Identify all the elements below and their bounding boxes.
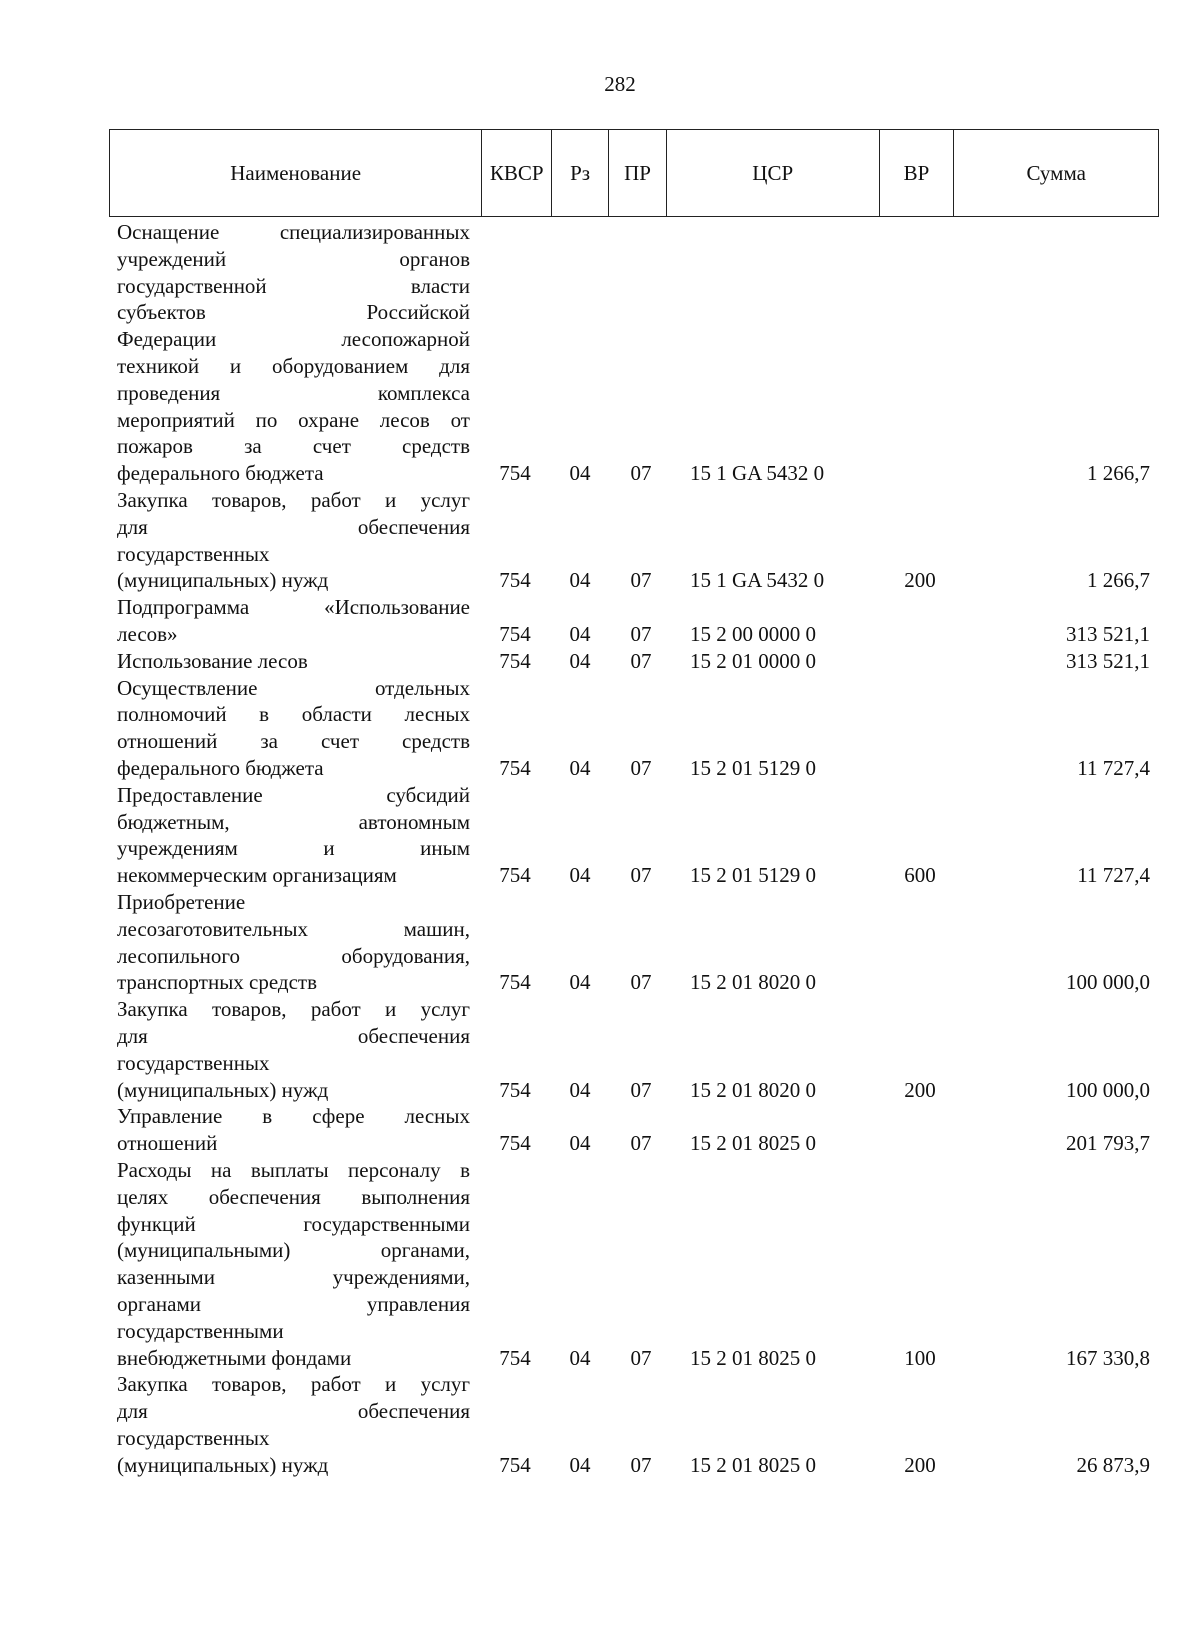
cell-sum: 313 521,1 [1066, 648, 1150, 673]
row-name-line: Подпрограмма «Использование [117, 595, 470, 620]
cell-rz: 04 [569, 970, 591, 995]
row-name-line: проведения комплекса [117, 380, 470, 405]
table-row [0, 996, 1200, 1103]
row-name-line: лесов» [117, 621, 178, 646]
row-name-line: Приобретение [117, 889, 246, 914]
row-name [117, 996, 470, 1103]
table-row [0, 487, 1200, 594]
row-name [117, 1103, 470, 1157]
row-name-line: некоммерческим организациям [117, 863, 397, 888]
table-row [0, 1371, 1200, 1478]
cell-sum: 100 000,0 [1066, 1077, 1150, 1102]
page-number: 282 [604, 72, 636, 96]
row-name-line: Использование лесов [117, 648, 308, 673]
row-name-line: (муниципальных) нужд [117, 1452, 329, 1477]
cell-csr: 15 1 GA 5432 0 [690, 461, 825, 486]
cell-csr: 15 1 GA 5432 0 [690, 568, 825, 593]
cell-csr: 15 2 01 8025 0 [690, 1131, 816, 1156]
row-name-line: Расходы на выплаты персоналу в [117, 1157, 470, 1182]
row-name [117, 648, 470, 675]
row-name-line: техникой и оборудованием для [117, 353, 470, 378]
cell-vr: 200 [904, 1077, 936, 1102]
row-name-line: Федерации лесопожарной [117, 327, 470, 352]
cell-pr: 07 [630, 568, 652, 593]
row-name [117, 1157, 470, 1371]
row-name-line: (муниципальных) нужд [117, 1077, 329, 1102]
cell-pr: 07 [630, 1345, 652, 1370]
cell-kvsr: 754 [499, 648, 531, 673]
cell-sum: 1 266,7 [1087, 461, 1150, 486]
cell-csr: 15 2 01 8025 0 [690, 1452, 816, 1477]
cell-pr: 07 [630, 461, 652, 486]
cell-kvsr: 754 [499, 1452, 531, 1477]
table-row [0, 594, 1200, 648]
cell-csr: 15 2 01 8020 0 [690, 970, 816, 995]
cell-pr: 07 [630, 648, 652, 673]
cell-vr: 200 [904, 1452, 936, 1477]
cell-sum: 11 727,4 [1077, 755, 1150, 780]
row-name-line: Закупка товаров, работ и услуг [117, 488, 470, 512]
cell-kvsr: 754 [499, 568, 531, 593]
row-name-line: органами управления [117, 1291, 470, 1316]
row-name [117, 219, 470, 487]
row-name-line: целях обеспечения выполнения [117, 1184, 470, 1209]
row-name-line: субъектов Российской [117, 300, 470, 325]
row-name-line: федерального бюджета [117, 461, 324, 486]
cell-kvsr: 754 [499, 621, 531, 646]
cell-kvsr: 754 [499, 970, 531, 995]
row-name-line: для обеспечения [117, 1023, 470, 1048]
cell-rz: 04 [569, 1452, 591, 1477]
row-name-line: государственных [117, 1425, 270, 1450]
cell-pr: 07 [630, 621, 652, 646]
row-name-line: Предоставление субсидий [117, 782, 470, 807]
row-name-line: учреждениям и иным [117, 836, 470, 861]
cell-rz: 04 [569, 1131, 591, 1156]
cell-rz: 04 [569, 568, 591, 593]
header-pr: ПР [609, 130, 667, 216]
cell-kvsr: 754 [499, 1131, 531, 1156]
row-name-line: мероприятий по охране лесов от [117, 407, 470, 432]
row-name [117, 594, 470, 648]
row-name-line: полномочий в области лесных [117, 702, 470, 727]
header-vr: ВР [880, 130, 955, 216]
cell-csr: 15 2 01 8025 0 [690, 1345, 816, 1370]
row-name-line: (муниципальными) органами, [117, 1238, 470, 1263]
table-row [0, 1157, 1200, 1371]
row-name-line: транспортных средств [117, 970, 318, 995]
cell-csr: 15 2 00 0000 0 [690, 621, 816, 646]
cell-kvsr: 754 [499, 863, 531, 888]
cell-sum: 313 521,1 [1066, 621, 1150, 646]
cell-kvsr: 754 [499, 461, 531, 486]
cell-sum: 167 330,8 [1066, 1345, 1150, 1370]
cell-vr: 200 [904, 568, 936, 593]
row-name-line: для обеспечения [117, 1399, 470, 1424]
cell-pr: 07 [630, 1077, 652, 1102]
table-row [0, 219, 1200, 487]
cell-rz: 04 [569, 1345, 591, 1370]
header-kvsr: КВСР [482, 130, 552, 216]
row-name-line: государственными [117, 1318, 284, 1343]
cell-csr: 15 2 01 8020 0 [690, 1077, 816, 1102]
cell-kvsr: 754 [499, 755, 531, 780]
row-name-line: Управление в сфере лесных [117, 1104, 470, 1129]
row-name [117, 1371, 470, 1478]
row-name-line: лесопильного оборудования, [117, 943, 470, 968]
row-name-line: пожаров за счет средств [117, 434, 470, 459]
table-row [0, 889, 1200, 996]
row-name-line: государственной власти [117, 273, 470, 298]
row-name-line: бюджетным, автономным [117, 809, 470, 834]
cell-rz: 04 [569, 1077, 591, 1102]
row-name-line: функций государственными [117, 1211, 470, 1236]
row-name-line: федерального бюджета [117, 755, 324, 780]
header-name: Наименование [110, 130, 482, 216]
row-name-line: внебюджетными фондами [117, 1345, 352, 1370]
cell-pr: 07 [630, 970, 652, 995]
cell-pr: 07 [630, 1452, 652, 1477]
cell-csr: 15 2 01 0000 0 [690, 648, 816, 673]
cell-vr: 100 [904, 1345, 936, 1370]
row-name-line: лесозаготовительных машин, [117, 916, 470, 941]
table-row [0, 1103, 1200, 1157]
cell-rz: 04 [569, 863, 591, 888]
cell-sum: 11 727,4 [1077, 863, 1150, 888]
cell-pr: 07 [630, 863, 652, 888]
row-name-line: казенными учреждениями, [117, 1265, 470, 1290]
cell-csr: 15 2 01 5129 0 [690, 755, 816, 780]
row-name-line: отношений [117, 1131, 218, 1156]
cell-kvsr: 754 [499, 1077, 531, 1102]
row-name [117, 487, 470, 594]
header-rz: Рз [552, 130, 609, 216]
header-csr: ЦСР [667, 130, 880, 216]
table-row [0, 782, 1200, 889]
cell-sum: 100 000,0 [1066, 970, 1150, 995]
row-name [117, 889, 470, 996]
row-name [117, 782, 470, 889]
cell-sum: 201 793,7 [1066, 1131, 1150, 1156]
row-name-line: государственных [117, 541, 270, 566]
row-name-line: учреждений органов [117, 246, 470, 271]
table-header [109, 129, 1159, 217]
cell-sum: 1 266,7 [1087, 568, 1150, 593]
row-name-line: отношений за счет средств [117, 729, 470, 754]
cell-rz: 04 [569, 461, 591, 486]
cell-sum: 26 873,9 [1076, 1452, 1150, 1477]
header-sum: Сумма [1026, 160, 1086, 185]
table-row [0, 648, 1200, 675]
row-name-line: Оснащение специализированных [117, 220, 470, 244]
row-name-line: Закупка товаров, работ и услуг [117, 997, 470, 1022]
cell-rz: 04 [569, 621, 591, 646]
cell-csr: 15 2 01 5129 0 [690, 863, 816, 888]
table-row [0, 675, 1200, 782]
table-body [0, 219, 1200, 1479]
row-name [117, 675, 470, 782]
cell-vr: 600 [904, 863, 936, 888]
row-name-line: для обеспечения [117, 514, 470, 539]
cell-rz: 04 [569, 755, 591, 780]
row-name-line: Закупка товаров, работ и услуг [117, 1372, 470, 1397]
cell-pr: 07 [630, 1131, 652, 1156]
cell-pr: 07 [630, 755, 652, 780]
cell-kvsr: 754 [499, 1345, 531, 1370]
row-name-line: государственных [117, 1050, 270, 1075]
cell-rz: 04 [569, 648, 591, 673]
row-name-line: (муниципальных) нужд [117, 568, 329, 593]
row-name-line: Осуществление отдельных [117, 675, 470, 700]
